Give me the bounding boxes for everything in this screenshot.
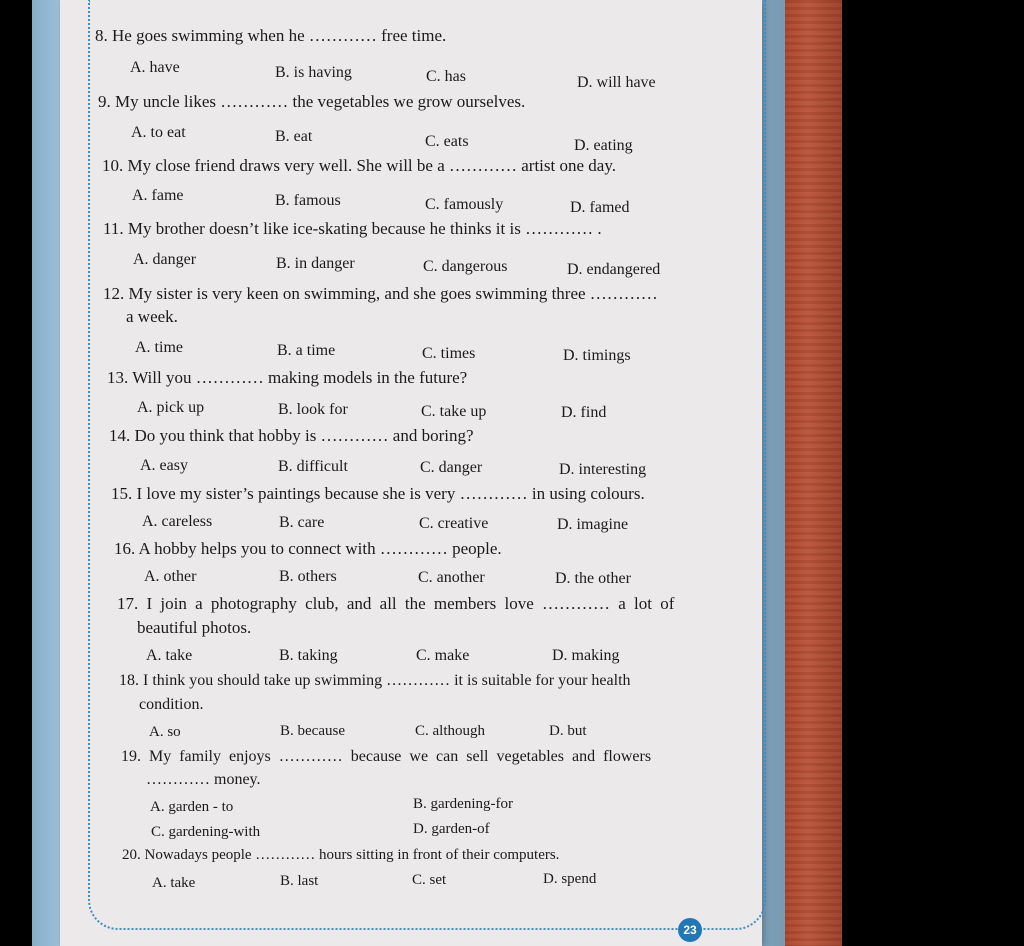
option-8c: C. has: [426, 68, 466, 85]
option-17c: C. make: [416, 647, 470, 664]
option-12c: C. times: [422, 345, 476, 362]
option-17b: B. taking: [279, 647, 338, 664]
option-13b: B. look for: [278, 401, 348, 418]
option-18a: A. so: [149, 724, 181, 740]
option-13a: A. pick up: [137, 399, 205, 416]
option-12d: D. timings: [563, 347, 631, 364]
question-11: 11. My brother doesn’t like ice-skating because he thinks it is ………… .: [103, 219, 602, 238]
option-19d: D. garden-of: [413, 821, 490, 837]
option-16c: C. another: [418, 569, 485, 586]
option-15c: C. creative: [419, 515, 489, 532]
option-10a: A. fame: [132, 187, 184, 204]
option-16a: A. other: [144, 568, 197, 585]
left-black-bar: [0, 0, 32, 946]
question-13: 13. Will you ………… making models in the future?: [107, 368, 468, 387]
option-18b: B. because: [280, 723, 345, 739]
option-9d: D. eating: [574, 137, 633, 154]
option-8b: B. is having: [275, 64, 352, 81]
question-10: 10. My close friend draws very well. She will be a ………… artist one day.: [102, 156, 616, 175]
option-10b: B. famous: [275, 192, 341, 209]
option-17d: D. making: [552, 647, 620, 664]
question-19: 19. My family enjoys ………… because we can sell vegetables and flowers: [121, 748, 652, 765]
option-14d: D. interesting: [559, 461, 647, 478]
wooden-table: [785, 0, 842, 946]
option-13d: D. find: [561, 404, 607, 421]
option-19c: C. gardening-with: [151, 824, 261, 840]
option-13c: C. take up: [421, 403, 487, 420]
option-8a: A. have: [130, 59, 180, 76]
option-11d: D. endangered: [567, 261, 661, 278]
option-16b: B. others: [279, 568, 337, 585]
option-19a: A. garden - to: [150, 799, 234, 815]
option-17a: A. take: [146, 647, 193, 664]
question-15: 15. I love my sister’s paintings because she is very ………… in using colours.: [111, 484, 645, 503]
option-14b: B. difficult: [278, 458, 348, 475]
option-11c: C. dangerous: [423, 258, 508, 275]
option-14a: A. easy: [140, 457, 188, 474]
question-17-cont: beautiful photos.: [137, 618, 252, 637]
option-9a: A. to eat: [131, 124, 186, 141]
cover-edge: [32, 0, 60, 946]
page-number-badge: 23: [678, 918, 702, 942]
question-16: 16. A hobby helps you to connect with ………… people.: [114, 539, 502, 558]
question-14: 14. Do you think that hobby is ………… and boring?: [109, 426, 474, 445]
option-10d: D. famed: [570, 199, 630, 216]
option-20c: C. set: [412, 872, 447, 888]
option-9c: C. eats: [425, 133, 469, 150]
option-16d: D. the other: [555, 570, 631, 587]
option-15b: B. care: [279, 514, 325, 531]
question-9: 9. My uncle likes ………… the vegetables we grow ourselves.: [98, 92, 526, 111]
question-18-cont: condition.: [139, 696, 204, 713]
option-12b: B. a time: [277, 342, 336, 359]
option-20d: D. spend: [543, 871, 597, 887]
option-20b: B. last: [280, 873, 319, 889]
option-15d: D. imagine: [557, 516, 629, 533]
option-11a: A. danger: [133, 251, 197, 268]
question-12-cont: a week.: [126, 307, 178, 326]
question-8: 8. He goes swimming when he ………… free time.: [95, 26, 447, 45]
question-18: 18. I think you should take up swimming ………… it is suitable for your health: [119, 672, 631, 689]
option-11b: B. in danger: [276, 255, 355, 272]
question-20: 20. Nowadays people ………… hours sitting in front of their computers.: [122, 847, 560, 863]
option-12a: A. time: [135, 339, 183, 356]
option-19b: B. gardening-for: [413, 796, 513, 812]
option-9b: B. eat: [275, 128, 313, 145]
right-black-bar: [842, 0, 1024, 946]
question-19-cont: ………… money.: [146, 771, 261, 788]
option-20a: A. take: [152, 875, 196, 891]
question-17: 17. I join a photography club, and all the members love ………… a lot of: [117, 594, 675, 613]
option-18d: D. but: [549, 723, 587, 739]
option-18c: C. although: [415, 723, 485, 739]
option-10c: C. famously: [425, 196, 504, 213]
option-15a: A. careless: [142, 513, 213, 530]
option-14c: C. danger: [420, 459, 483, 476]
option-8d: D. will have: [577, 74, 656, 91]
question-12: 12. My sister is very keen on swimming, and she goes swimming three …………: [103, 284, 658, 303]
